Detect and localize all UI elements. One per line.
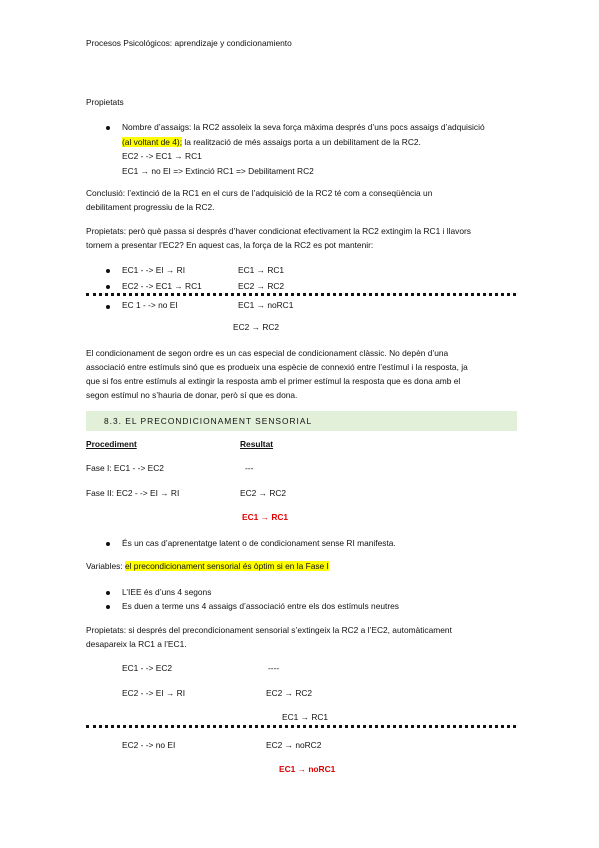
paragraph-line — [122, 137, 421, 148]
dotted-separator — [86, 725, 516, 728]
schema-left: EC 1 - -> no EI — [122, 300, 178, 310]
schema-right: EC1 → noRC1 — [238, 300, 294, 310]
schema-right: EC2 → noRC2 — [266, 740, 322, 750]
bullet-icon — [106, 605, 110, 609]
schema-left: EC1 - -> EI → RI — [122, 265, 186, 275]
bullet-icon — [106, 126, 110, 130]
schema-right: EC1 → RC1 — [238, 265, 285, 275]
paragraph-text: la realització de més assaigs porta a un debilitament de la RC2. — [182, 137, 421, 147]
bullet-icon — [106, 591, 110, 595]
paragraph-line: Propietats: si després del precondicionament sensorial s’extingeix la RC2 a l’EC2, automàticament — [86, 625, 452, 635]
highlighted-text: (al voltant de 4); — [122, 137, 183, 147]
paragraph-line: És un cas d’aprenentatge latent o de condicionament sense RI manifesta. — [122, 538, 396, 548]
schema-right: EC1 → RC1 — [282, 712, 329, 722]
column-header-resultat: Resultat — [240, 439, 274, 449]
formula: EC2 - -> EC1 → RC1 — [122, 151, 202, 161]
formula: EC1 → no EI => Extinció RC1 => Debilitament RC2 — [122, 166, 314, 176]
dotted-separator — [86, 293, 516, 296]
schema-right: ---- — [268, 663, 280, 673]
variables-label: Variables: — [86, 561, 125, 571]
paragraph-line: tornem a presentar l’EC2? En aquest cas, la força de la RC2 es pot mantenir: — [86, 240, 374, 250]
column-header-procediment: Procediment — [86, 439, 137, 449]
schema-right-highlight: EC1 → noRC1 — [279, 764, 336, 774]
schema-right: EC2 → RC2 — [238, 281, 285, 291]
paragraph-line — [86, 561, 329, 572]
paragraph-line: associació entre estímuls sinó que es produeix una espècie de connexió entre l’estímul i la resposta, ja — [86, 362, 468, 372]
bullet-icon — [106, 305, 110, 309]
schema-right: EC2 → RC2 — [266, 688, 313, 698]
paragraph-line: El condicionament de segon ordre es un cas especial de condicionament clàssic. No depèn d’una — [86, 348, 449, 358]
section-title-propietats: Propietats — [86, 97, 124, 107]
list-item: L’IEE és d’uns 4 segons — [122, 587, 212, 597]
bullet-icon — [106, 542, 110, 546]
schema-left: EC1 - -> EC2 — [122, 663, 173, 673]
bullet-icon — [106, 269, 110, 273]
table-cell: Fase II: EC2 - -> EI → RI — [86, 488, 180, 498]
paragraph-line: que si fos entre estímuls al extingir la resposta amb el primer estímul la resposta que es dona amb el — [86, 376, 461, 386]
page-header: Procesos Psicológicos: aprendizaje y condicionamiento — [86, 38, 292, 48]
bullet-icon — [106, 285, 110, 289]
table-cell: EC2 → RC2 — [240, 488, 287, 498]
table-cell: --- — [245, 463, 254, 473]
table-cell-highlight: EC1 → RC1 — [242, 512, 289, 522]
paragraph-line: Nombre d’assaigs: la RC2 assoleix la seva força màxima després d’uns pocs assaigs d’adquisició — [122, 122, 485, 132]
schema-left: EC2 - -> EI → RI — [122, 688, 186, 698]
section-heading: 8.3. EL PRECONDICIONAMENT SENSORIAL — [104, 416, 313, 426]
paragraph-line: debilitament progressiu de la RC2. — [86, 202, 215, 212]
schema-right: EC2 → RC2 — [233, 322, 280, 332]
list-item: Es duen a terme uns 4 assaigs d’associació entre els dos estímuls neutres — [122, 601, 399, 611]
highlighted-text: el precondicionament sensorial és òptim si en la Fase I — [124, 561, 329, 571]
paragraph-line: desapareix la RC1 a l’EC1. — [86, 639, 187, 649]
paragraph-line: Conclusió: l’extinció de la RC1 en el curs de l’adquisició de la RC2 té com a conseqüència un — [86, 188, 433, 198]
schema-left: EC2 - -> no EI — [122, 740, 176, 750]
paragraph-line: Propietats: però què passa si després d’haver condicionat efectivament la RC2 extingim la RC1 i llavors — [86, 226, 471, 236]
table-cell: Fase I: EC1 - -> EC2 — [86, 463, 164, 473]
paragraph-line: segon estímul no s’hauria de donar, però sí que es dona. — [86, 390, 298, 400]
schema-left: EC2 - -> EC1 → RC1 — [122, 281, 202, 291]
